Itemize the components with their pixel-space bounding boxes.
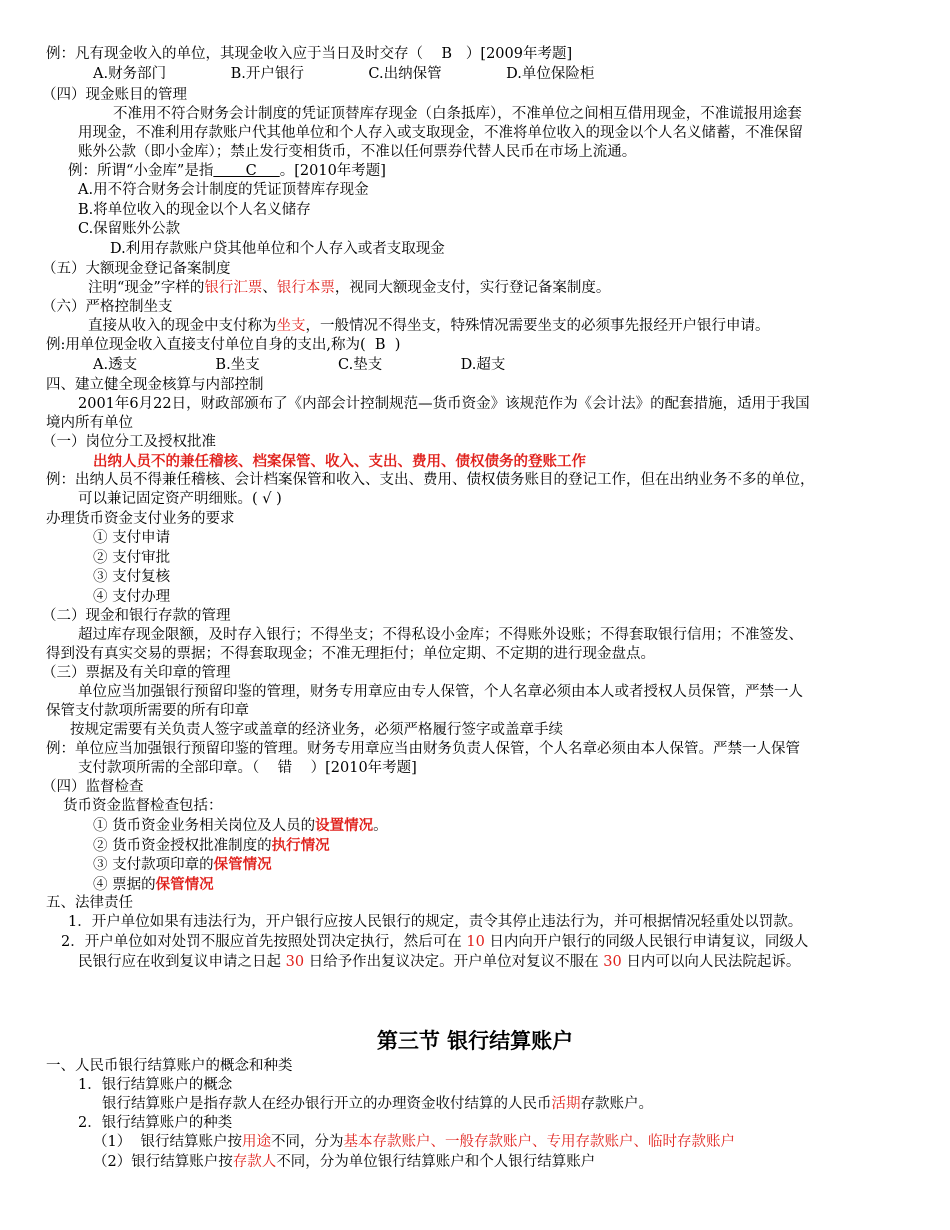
text-segment: （一）岗位分工及授权批准 — [42, 434, 216, 450]
text-line — [93, 568, 170, 587]
text-segment: A.透支 B.坐支 C.垫支 D.超支 — [93, 357, 506, 373]
text-segment: C.保留账外公款 — [78, 221, 181, 237]
text-segment: ③ 支付复核 — [93, 569, 171, 585]
text-line — [46, 414, 133, 433]
text-segment: 例：出纳人员不得兼任稽核、会计档案保管和收入、支出、费用、债权债务账目的登记工作，但在出纳业务不多的单位， — [46, 472, 815, 488]
text-segment: D.利用存款账户贷其他单位和个人存入或者支取现金 — [110, 241, 445, 257]
text-segment: 、 — [262, 280, 277, 296]
text-line — [88, 279, 610, 298]
text-line — [42, 433, 216, 452]
text-line — [46, 45, 572, 64]
text-segment: ④ 支付办理 — [93, 589, 171, 605]
text-line — [78, 1076, 232, 1095]
text-line — [78, 143, 636, 162]
text-line — [42, 778, 144, 797]
text-segment: 例：所谓“小金库”是指 — [68, 163, 214, 179]
text-line — [61, 933, 808, 952]
text-segment: 2．银行结算账户的种类 — [78, 1115, 233, 1131]
text-segment: 1．开户单位如果有违法行为，开户银行应按人民银行的规定，责令其停止违法行为，并可根据情况轻重处以罚款。 — [68, 914, 803, 930]
text-segment: ① 支付申请 — [93, 530, 171, 546]
text-segment: 货币资金监督检查包括： — [63, 798, 223, 814]
text-line — [78, 220, 180, 239]
text-line — [88, 317, 770, 336]
text-segment: 用现金，不准利用存款账户代其他单位和个人存入或支取现金，不准将单位收入的现金以个人名义储蓄，不准保留 — [78, 125, 803, 141]
text-line — [42, 664, 231, 683]
text-line — [42, 86, 187, 105]
text-segment: B.将单位收入的现金以个人名义储存 — [78, 202, 311, 218]
text-segment: ，一般情况不得坐支，特殊情况需要坐支的必须事先报经开户银行申请。 — [305, 318, 770, 334]
text-line — [93, 836, 330, 856]
text-segment: ，视同大额现金支付，实行登记备案制度。 — [334, 280, 611, 296]
text-line — [46, 1057, 293, 1076]
text-segment: （六）严格控制坐支 — [42, 299, 173, 315]
text-segment: 一、人民币银行结算账户的概念和种类 — [46, 1058, 293, 1074]
section-title: 第三节 银行结算账户 — [376, 1029, 574, 1053]
text-line — [102, 1095, 653, 1114]
text-segment: 办理货币资金支付业务的要求 — [46, 511, 235, 527]
text-line — [46, 894, 133, 913]
text-line — [93, 356, 505, 375]
text-segment: 2．开户单位如对处罚不服应首先按照处罚决定执行，然后可在 — [61, 934, 467, 950]
text-line — [63, 797, 223, 816]
text-line — [78, 124, 803, 143]
text-segment: 30 — [285, 954, 305, 970]
text-line — [93, 452, 586, 472]
text-segment: 日给予作出复议决定。开户单位对复议不服在 — [304, 954, 604, 970]
text-segment: ③ 支付款项印章的 — [93, 857, 214, 873]
text-line — [42, 260, 231, 279]
text-segment: 用途 — [241, 1134, 271, 1150]
text-segment: 直接从收入的现金中支付称为 — [88, 318, 277, 334]
text-segment: 不准用不符合财务会计制度的凭证顶替库存现金（白条抵库），不准单位之间相互借用现金，不准谎报用途套 — [113, 106, 802, 122]
text-segment: 1．银行结算账户的概念 — [78, 1077, 233, 1093]
text-line — [78, 759, 417, 778]
text-line — [93, 1153, 595, 1172]
text-line — [78, 490, 282, 509]
text-segment: 日内可以向人民法院起诉。 — [621, 954, 801, 970]
text-line — [93, 588, 170, 607]
text-line — [46, 471, 815, 490]
text-segment: 基本存款账户、一般存款账户、专用存款账户、临时存款账户 — [343, 1134, 735, 1150]
text-line — [93, 875, 214, 895]
text-segment: 活期 — [551, 1096, 581, 1112]
text-segment: 注明“现金”字样的 — [88, 280, 205, 296]
text-segment: ① 货币资金业务相关岗位及人员的 — [93, 818, 316, 834]
text-segment: 设置情况 — [315, 817, 374, 834]
text-segment: 例：凡有现金收入的单位，其现金收入应于当日及时交存（ B ）[2009年考题] — [46, 46, 573, 62]
text-line — [46, 336, 400, 355]
text-segment: 得到没有真实交易的票据；不得套取现金；不准无理拒付；单位定期、不定期的进行现金盘点。 — [46, 646, 655, 662]
text-segment: 30 — [603, 954, 622, 970]
text-segment: 按规定需要有关负责人签字或盖章的经济业务，必须严格履行签字或盖章手续 — [70, 722, 563, 738]
text-line — [68, 913, 802, 932]
text-segment: 10 — [466, 934, 485, 950]
text-segment: （五）大额现金登记备案制度 — [42, 261, 231, 277]
text-segment: 。 — [373, 818, 388, 834]
text-segment: 银行本票 — [276, 280, 335, 296]
text-segment: 例：单位应当加强银行预留印鉴的管理。财务专用章应当由财务负责人保管，个人名章必须由本人保管。严禁一人保管 — [46, 741, 800, 757]
text-line — [110, 240, 445, 259]
text-line — [46, 376, 264, 395]
text-line — [42, 298, 173, 317]
text-line — [46, 740, 800, 759]
text-segment: （四）监督检查 — [42, 779, 144, 795]
text-line — [78, 201, 311, 220]
text-segment: C — [213, 163, 280, 179]
text-line — [93, 1133, 735, 1152]
text-line — [93, 855, 272, 875]
text-line — [46, 510, 235, 529]
text-segment: （三）票据及有关印章的管理 — [42, 665, 231, 681]
text-segment: 例:用单位现金收入直接支付单位自身的支出,称为( B ) — [46, 337, 401, 353]
text-segment: 保管支付款项所需要的所有印章 — [46, 703, 249, 719]
text-segment: 保管情况 — [213, 856, 272, 873]
text-line — [42, 607, 231, 626]
text-segment: 出纳人员不的兼任稽核、档案保管、收入、支出、费用、债权债务的登账工作 — [93, 453, 586, 470]
text-line — [113, 105, 802, 124]
text-line — [93, 816, 388, 836]
text-line — [70, 721, 563, 740]
text-line — [78, 181, 369, 200]
text-segment: 可以兼记固定资产明细账。( √ ) — [78, 491, 282, 507]
text-segment: 民银行应在收到复议申请之日起 — [78, 954, 286, 970]
text-line — [68, 162, 386, 181]
text-segment: 不同，分为单位银行结算账户和个人银行结算账户 — [276, 1154, 596, 1170]
text-segment: 银行汇票 — [204, 280, 263, 296]
text-line — [78, 953, 800, 972]
text-segment: ④ 票据的 — [93, 877, 156, 893]
text-segment: 单位应当加强银行预留印鉴的管理，财务专用章应由专人保管，个人名章必须由本人或者授权人员保管，严禁一人 — [78, 684, 803, 700]
text-line — [93, 529, 170, 548]
text-segment: 。[2010年考题] — [279, 163, 386, 179]
text-segment: 支付款项所需的全部印章。（ 错 ）[2010年考题] — [78, 760, 417, 776]
text-segment: 境内所有单位 — [46, 415, 133, 431]
text-segment: 日内向开户银行的同级人民银行申请复议，同级人 — [484, 934, 809, 950]
text-segment: 执行情况 — [271, 837, 330, 854]
text-segment: 账外公款（即小金库）；禁止发行变相货币，不准以任何票券代替人民币在市场上流通。 — [78, 144, 637, 160]
text-segment: （二）现金和银行存款的管理 — [42, 608, 231, 624]
text-line — [78, 1114, 232, 1133]
text-segment: ② 支付审批 — [93, 550, 171, 566]
text-line — [93, 65, 594, 84]
text-line — [46, 702, 249, 721]
text-segment: 不同，分为 — [270, 1134, 344, 1150]
text-segment: （2）银行结算账户按 — [93, 1154, 233, 1170]
text-segment: 四、建立健全现金核算与内部控制 — [46, 377, 264, 393]
text-segment: A.用不符合财务会计制度的凭证顶替库存现金 — [78, 182, 369, 198]
text-segment: 银行结算账户是指存款人在经办银行开立的办理资金收付结算的人民币 — [102, 1096, 552, 1112]
text-segment: 保管情况 — [155, 876, 214, 893]
text-line — [93, 549, 170, 568]
text-segment: A.财务部门 B.开户银行 C.出纳保管 D.单位保险柜 — [93, 66, 595, 82]
text-segment: ② 货币资金授权批准制度的 — [93, 838, 272, 854]
text-segment: 2001年6月22日，财政部颁布了《内部会计控制规范—货币资金》该规范作为《会计法》的配套措施，适用于我国 — [78, 396, 810, 412]
text-line — [78, 395, 810, 414]
text-segment: 存款人 — [232, 1154, 277, 1170]
text-segment: 坐支 — [276, 318, 306, 334]
text-line — [46, 645, 655, 664]
text-line — [78, 626, 803, 645]
text-segment: 五、法律责任 — [46, 895, 133, 911]
text-line — [78, 683, 803, 702]
text-segment: 超过库存现金限额，及时存入银行；不得坐支；不得私设小金库；不得账外设账；不得套取银行信用；不准签发、 — [78, 627, 803, 643]
text-segment: （四）现金账目的管理 — [42, 87, 187, 103]
text-segment: 存款账户。 — [580, 1096, 653, 1112]
text-segment: （1） 银行结算账户按 — [93, 1134, 242, 1150]
